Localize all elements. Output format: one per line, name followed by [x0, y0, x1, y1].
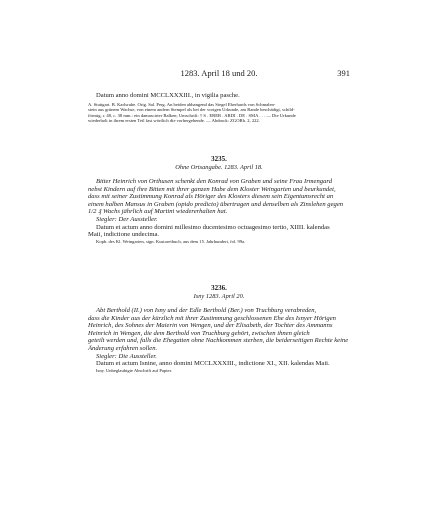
- summary-line: dass die Kinder aus der kürzlich mit ihrer Zustimmung geschlossenen Ehe des Isnyer Hörigen: [88, 314, 336, 322]
- note-line: A. Stuttgart. B. Karlsruhe. Orig. Sal. Perg. An beiden abhangend das Siegel Eberhards von Schmalen-: [88, 101, 276, 107]
- summary-line: Heinrich in Wengen, die dem Berthold von Truchburg gehört, zwischen ihnen gleich: [88, 329, 310, 337]
- summary-line: nebst Kindern auf ihre Bitten mit ihrer ganzen Habe dem Kloster Weingarten und beurkundet,: [88, 185, 336, 193]
- charter-place-date: Isny 1283. April 20.: [193, 293, 245, 300]
- dating-clause: Datum et actum Isnine, anno domini MCCLXXXIII., indictione XI., XII. kalendas Maii.: [96, 360, 330, 368]
- dating-clause: Datum anno domini MCCLXXXIII., in vigilia pasche.: [96, 92, 240, 99]
- note-line: wiederholt in ihrem ersten Teil fast wörtlich die vorhergehende. — Abdruck: ZGORh. 2, 222.: [88, 118, 260, 124]
- previous-charter-end: [88, 92, 350, 124]
- source-note: Kopb. des Kl. Weingarten, sign. Kustoreibuch, aus dem 15. Jahrhundert, fol. 99a.: [96, 238, 246, 244]
- charter-3236: [88, 284, 350, 373]
- charter-place-date: Ohne Ortsangabe. 1283. April 18.: [175, 164, 263, 171]
- dating-clause: Maii, indictione undecima.: [88, 231, 160, 239]
- charter-3235: [88, 155, 350, 244]
- summary-line: Bitter Heinrich von Orthusen schenkt den Konrad von Graben und seine Frau Irmengard: [96, 178, 332, 185]
- summary-line: einem halben Mansus in Graben (opido predicto) übertragen und denselben als Zinslehen gegen: [88, 200, 344, 208]
- editorial-notes: [88, 102, 350, 124]
- summary-line: dass mit seiner Zustimmung Konrad als Höriger des Klosters diesem sein Eigentumsrecht an: [88, 193, 334, 201]
- running-header: [88, 68, 350, 80]
- dating-clause: Datum et actum anno domini millesimo ducentesimo octuagesimo tertio, XIIII. kalendas: [96, 223, 330, 231]
- sealer-note: Siegler: Der Aussteller.: [96, 215, 158, 223]
- page-number: 391: [337, 68, 350, 78]
- summary-line: Abt Berthold (II.) von Isny und der Edle Berthold (Ber.) von Truchburg verabreden,: [96, 307, 317, 314]
- charter-summary: [88, 178, 350, 216]
- charter-number: 3235.: [211, 155, 227, 163]
- charter-summary: [88, 307, 350, 353]
- sealer-note: Siegler: Die Aussteller.: [96, 352, 157, 360]
- summary-line: Änderung erfahren sollen.: [88, 344, 158, 352]
- note-line: stein aus grünem Wachse, von einem andern Stempel als bei der vorigen Urkunde, am Rande beschädigt, schild-: [88, 107, 295, 113]
- charter-number: 3236.: [211, 284, 227, 292]
- header-date: 1283. April 18 und 20.: [180, 68, 258, 78]
- summary-line: geteilt werden und, falls die Ehegatten ohne Nachkommen sterben, die beiderseitigen Rechte keine: [88, 337, 349, 345]
- source-note: Isny. Unbeglaubigte Abschrift auf Papier.: [96, 367, 172, 373]
- summary-line: Heinrich, des Sohnes der Maierin von Wengen, und der Elisabeth, der Tochter des Ammanns: [88, 322, 333, 330]
- note-line: förmig, r. 48, c. 38 mm.: ein damascirter Balken; Umschrift: † S . EBER . ARDI . DE . SMA . . . — Die Urkunde: [88, 112, 296, 118]
- summary-line: 1/2 ₰ Wachs jährlich auf Martini wiedererhalten hat.: [88, 208, 228, 216]
